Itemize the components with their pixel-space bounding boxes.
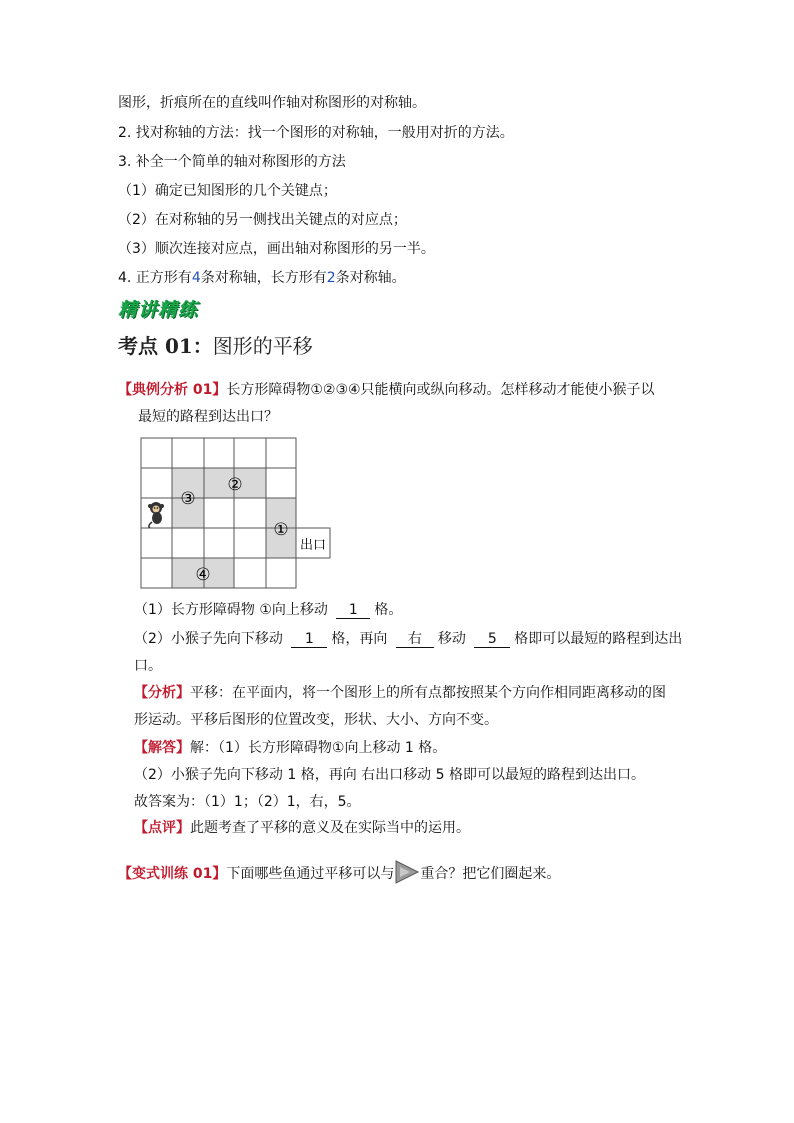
exit-label: 出口	[299, 538, 327, 553]
answer-text-1: 解：（1）长方形障碍物①向上移动 1 格。	[190, 740, 447, 756]
a2-suffix: 格即可以最短的路程到达出	[514, 631, 683, 647]
variant-text-after: 重合？把它们圈起来。	[420, 866, 561, 882]
a2-mid-1: 格，再向	[331, 631, 388, 647]
example-question-line-1	[118, 380, 655, 400]
maze-grid	[140, 436, 332, 590]
example-tag: 【典例分析 01】	[118, 382, 227, 398]
solution-line-3: 故答案为：（1）1；（2）1，右，5。	[134, 794, 361, 810]
comment-text: 此题考查了平移的意义及在实际当中的运用。	[190, 820, 470, 836]
a1-blank: 1	[336, 602, 370, 619]
answer-blank-line-1	[134, 600, 402, 620]
item4-num1: 4	[191, 270, 201, 286]
banner-title: 精讲精练	[118, 299, 199, 321]
variant-tag: 【变式训练 01】	[118, 866, 227, 882]
intro-item-2: 2. 找对称轴的方法：找一个图形的对称轴，一般用对折的方法。	[118, 125, 514, 141]
section-heading	[118, 330, 313, 359]
answer-line-2-cont: 口。	[134, 658, 162, 674]
monkey-icon	[148, 502, 164, 528]
intro-item-4	[118, 268, 406, 288]
item4-suffix: 条对称轴。	[335, 270, 406, 286]
solution-line-2: （2）小猴子先向下移动 1 格，再向 右出口移动 5 格即可以最短的路程到达出口。	[134, 767, 645, 783]
a2-mid-2: 移动	[437, 631, 466, 647]
variant-text-before: 下面哪些鱼通过平移可以与	[226, 866, 395, 882]
maze-figure	[140, 436, 332, 594]
comment-line	[134, 818, 470, 838]
intro-sub-2: （2）在对称轴的另一侧找出关键点的对应点；	[118, 212, 407, 228]
obstacle-2-label: ②	[227, 475, 243, 495]
example-question-line-2: 最短的路程到达出口？	[138, 409, 278, 425]
analysis-text-1: 平移：在平面内，将一个图形上的所有点都按照某个方向作相同距离移动的图	[190, 685, 666, 701]
section-title: 图形的平移	[212, 334, 313, 358]
analysis-line-2: 形运动。平移后图形的位置改变，形状、大小、方向不变。	[134, 712, 498, 728]
a2-blank-3: 5	[474, 631, 510, 648]
item4-num2: 2	[326, 270, 336, 286]
intro-line-1: 图形，折痕所在的直线叫作轴对称图形的对称轴。	[118, 95, 426, 111]
intro-item-3: 3. 补全一个简单的轴对称图形的方法	[118, 154, 346, 170]
obstacle-4-label: ④	[195, 565, 211, 585]
answer-tag: 【解答】	[134, 740, 190, 756]
intro-sub-3: （3）顺次连接对应点，画出轴对称图形的另一半。	[118, 241, 435, 257]
a1-prefix: （1）长方形障碍物 ①向上移动	[134, 602, 328, 618]
example-q1: 长方形障碍物①②③④只能横向或纵向移动。怎样移动才能使小猴子以	[226, 382, 655, 398]
a1-suffix: 格。	[374, 602, 403, 618]
comment-tag: 【点评】	[134, 820, 190, 836]
item4-mid: 条对称轴，长方形有	[200, 270, 327, 286]
intro-sub-1: （1）确定已知图形的几个关键点；	[118, 183, 337, 199]
fish-icon	[394, 859, 420, 885]
variant-line	[118, 861, 560, 887]
a2-blank-2: 右	[396, 631, 434, 648]
solution-line-1	[134, 738, 446, 758]
item4-prefix: 4. 正方形有	[118, 270, 192, 286]
a2-prefix: （2）小猴子先向下移动	[134, 631, 283, 647]
section-key: 考点 01：	[118, 334, 213, 358]
obstacle-1-label: ①	[273, 520, 289, 540]
a2-blank-1: 1	[291, 631, 327, 648]
answer-blank-line-2	[134, 629, 682, 649]
analysis-line-1	[134, 683, 666, 703]
analysis-tag: 【分析】	[134, 685, 190, 701]
obstacle-3-label: ③	[180, 489, 196, 509]
